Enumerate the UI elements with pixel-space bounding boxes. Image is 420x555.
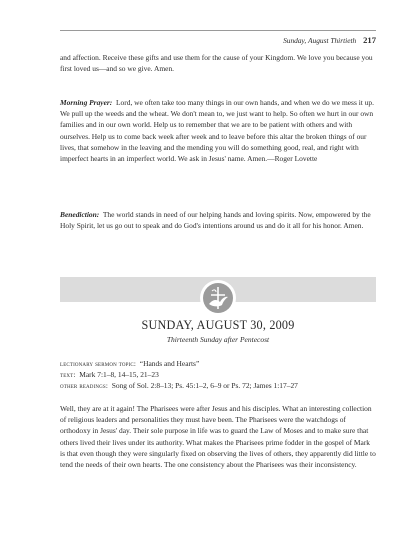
sermon-paragraph <box>60 403 376 470</box>
morning-prayer-body <box>60 97 376 164</box>
sunday-subtitle: Thirteenth Sunday after Pentecost <box>166 335 270 344</box>
sermon-text: Well, they are at it again! The Pharisees were after Jesus and his disciples. What an interesting collection of religious leaders and personalities they must have been. The Pharisees were the watchdogs of orthodoxy in Jesus' day. Their sole purpose in life was to guard the Law of Moses and to make sure that others lived their lives under its authority. What makes the Pharisees prime fodder in the gospel of Mark is that even though they were singularly fixed on observing the lives of others, they apparently did little to tend the needs of their own hearts. The one consistency about the Pharisees was their inconsistency. <box>60 404 376 470</box>
lectionary-text-line <box>60 370 390 380</box>
lectionary-topic-label: lectionary sermon topic: <box>60 360 137 368</box>
opening-text: and affection. Receive these gifts and use them for the cause of your Kingdom. We love you because you first loved us—and so we give. Amen. <box>60 53 373 74</box>
lectionary-readings-line <box>60 381 390 391</box>
lectionary-text-value: Mark 7:1–8, 14–15, 21–23 <box>79 370 159 379</box>
running-head <box>283 35 376 45</box>
benediction-label: Benediction: <box>60 210 100 219</box>
morning-prayer-label: Morning Prayer: <box>60 98 113 107</box>
benediction-paragraph <box>60 209 376 231</box>
lectionary-readings-value: Song of Sol. 2:8–13; Ps. 45:1–2, 6–9 or Ps. 72; James 1:17–27 <box>111 381 298 390</box>
benediction-body <box>60 209 376 231</box>
lectionary-topic-line <box>60 359 390 369</box>
lectionary-text-label: text: <box>60 371 76 379</box>
sunday-title: SUNDAY, AUGUST 30, 2009 <box>141 318 295 332</box>
page-number: 217 <box>363 35 376 45</box>
lectionary-readings-label: other readings: <box>60 382 108 390</box>
opening-paragraph <box>60 52 376 74</box>
cross-dove-emblem-icon <box>203 283 233 313</box>
lectionary-topic-value: “Hands and Hearts” <box>139 359 200 368</box>
morning-prayer-paragraph <box>60 97 376 164</box>
benediction-text: The world stands in need of our helping hands and loving spirits. Now, empowered by the Holy Spirit, let us go out to speak and do God's intentions around us and do it all for his honor. Amen. <box>60 210 371 231</box>
header-rule <box>60 30 376 31</box>
running-head-title: Sunday, August Thirtieth <box>283 36 357 45</box>
morning-prayer-text: Lord, we often take too many things in our own hands, and when we do we mess it up. We pull up the weeds and the wheat. We don't mean to, we just want to help. So often we hurt in our own families and in our own world. Help us to remember that we are to be patient with others and with ourselves. Help us to come back week after week and to leave before this altar the broken things of our lives, that somehow in the leaving and the mending you will do something good, real, and right with imperfect hearts in an imperfect world. We ask in Jesus' name. Amen.—Roger Lovette <box>60 98 374 164</box>
